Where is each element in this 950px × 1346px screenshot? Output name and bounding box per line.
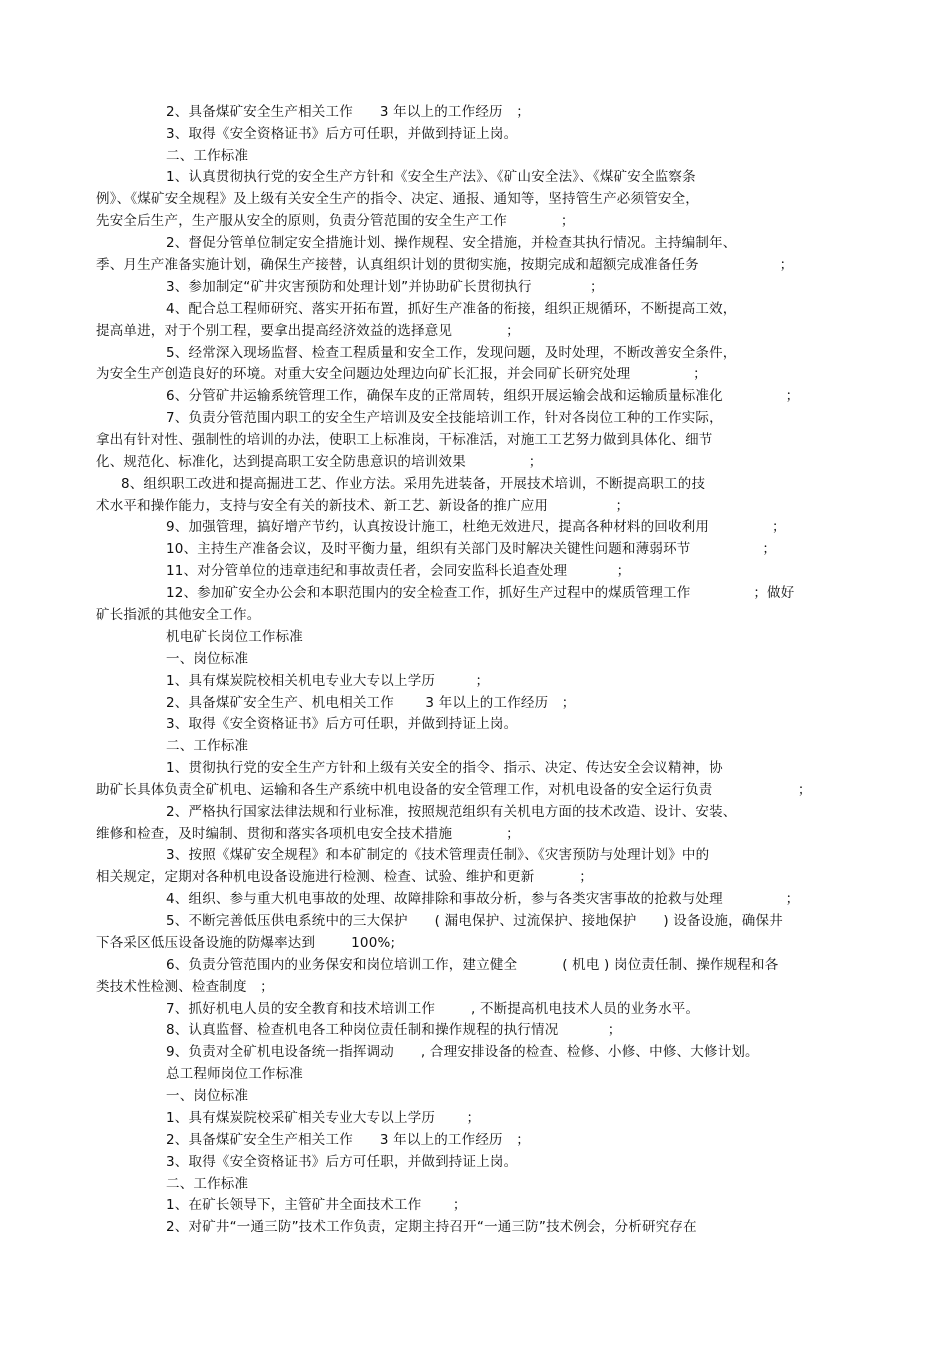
text-line: 矿长指派的其他安全工作。 (96, 607, 261, 623)
text-line: 5、不断完善低压供电系统中的三大保护 ( 漏电保护、过流保护、接地保护 ) 设备设施，确保井 (166, 913, 783, 929)
text-line: 2、对矿井“一通三防”技术工作负责，定期主持召开“一通三防”技术例会，分析研究存在 (166, 1219, 697, 1235)
text-line: 术水平和操作能力，支持与安全有关的新技术、新工艺、新设备的推广应用 ； (96, 498, 630, 514)
text-line: 维修和检查，及时编制、贯彻和落实各项机电安全技术措施 ； (96, 826, 520, 842)
text-line: 助矿长具体负责全矿机电、运输和各生产系统中机电设备的安全管理工作，对机电设备的安全运行负责 ； (96, 782, 812, 798)
text-line: 一、岗位标准 (166, 651, 249, 667)
text-line: 3、参加制定“矿井灾害预防和处理计划”并协助矿长贯彻执行 ； (166, 279, 604, 295)
text-line: 1、在矿长领导下，主管矿井全面技术工作 ； (166, 1197, 467, 1213)
text-line: 8、组织职工改进和提高掘进工艺、作业方法。采用先进装备，开展技术培训，不断提高职工的技 (121, 476, 706, 492)
text-line: 3、取得《安全资格证书》后方可任职，并做到持证上岗。 (166, 1154, 518, 1170)
text-line: 2、严格执行国家法律法规和行业标准，按照规范组织有关机电方面的技术改造、设计、安装、 (166, 804, 737, 820)
text-line: 2、具备煤矿安全生产相关工作 3 年以上的工作经历 ； (166, 1132, 530, 1148)
text-line: 6、负责分管范围内的业务保安和岗位培训工作，建立健全 ( 机电 ) 岗位责任制、操作规程和各 (166, 957, 779, 973)
text-line: 相关规定，定期对各种机电设备设施进行检测、检查、试验、维护和更新 ； (96, 869, 594, 885)
text-line: 二、工作标准 (166, 148, 249, 164)
text-line: 8、认真监督、检查机电各工种岗位责任制和操作规程的执行情况 ； (166, 1022, 622, 1038)
text-line: 2、督促分管单位制定安全措施计划、操作规程、安全措施，并检查其执行情况。主持编制年、 (166, 235, 737, 251)
text-line: 二、工作标准 (166, 1176, 249, 1192)
text-line: 化、规范化、标准化，达到提高职工安全防患意识的培训效果 ； (96, 454, 543, 470)
text-line: 例》、《煤矿安全规程》及上级有关安全生产的指令、决定、通报、通知等，坚持管生产必须管安全， (96, 191, 699, 207)
text-line: 季、月生产准备实施计划，确保生产接替，认真组织计划的贯彻实施，按期完成和超额完成准备任务 ； (96, 257, 794, 273)
text-line: 2、具备煤矿安全生产相关工作 3 年以上的工作经历 ； (166, 104, 530, 120)
text-line: 1、具有煤炭院校相关机电专业大专以上学历 ； (166, 673, 490, 689)
text-line: 7、抓好机电人员的安全教育和技术培训工作 , 不断提高机电技术人员的业务水平。 (166, 1001, 700, 1017)
text-line: 先安全后生产，生产服从安全的原则，负责分管范围的安全生产工作 ； (96, 213, 575, 229)
text-line: 2、具备煤矿安全生产、机电相关工作 3 年以上的工作经历 ； (166, 695, 576, 711)
text-line: 5、经常深入现场监督、检查工程质量和安全工作，发现问题，及时处理，不断改善安全条件， (166, 345, 737, 361)
text-line: 10、主持生产准备会议，及时平衡力量，组织有关部门及时解决关键性问题和薄弱环节 ； (166, 541, 777, 557)
text-line: 1、认真贯彻执行党的安全生产方针和《安全生产法》、《矿山安全法》、《煤矿安全监察条 (166, 169, 696, 185)
text-line: 3、取得《安全资格证书》后方可任职，并做到持证上岗。 (166, 716, 518, 732)
text-line: 提高单进，对于个别工程，要拿出提高经济效益的选择意见 ； (96, 323, 520, 339)
text-line: 3、取得《安全资格证书》后方可任职，并做到持证上岗。 (166, 126, 518, 142)
text-line: 二、工作标准 (166, 738, 249, 754)
text-line: 3、按照《煤矿安全规程》和本矿制定的《技术管理责任制》、《灾害预防与处理计划》中的 (166, 847, 710, 863)
text-line: 9、负责对全矿机电设备统一指挥调动 , 合理安排设备的检查、检修、小修、中修、大修计划。 (166, 1044, 759, 1060)
text-line: 6、分管矿井运输系统管理工作，确保车皮的正常周转，组织开展运输会战和运输质量标准化 ； (166, 388, 800, 404)
text-line: 9、加强管理，搞好增产节约，认真按设计施工，杜绝无效进尺，提高各种材料的回收利用 ； (166, 519, 786, 535)
text-line: 1、具有煤炭院校采矿相关专业大专以上学历 ； (166, 1110, 481, 1126)
text-line: 为安全生产创造良好的环境。对重大安全问题边处理边向矿长汇报，并会同矿长研究处理 ； (96, 366, 707, 382)
text-line: 机电矿长岗位工作标准 (166, 629, 303, 645)
text-line: 总工程师岗位工作标准 (166, 1066, 303, 1082)
text-line: 1、贯彻执行党的安全生产方针和上级有关安全的指令、指示、决定、传达安全会议精神，协 (166, 760, 723, 776)
text-line: 下各采区低压设备设施的防爆率达到 100%; (96, 935, 396, 951)
text-line: 4、组织、参与重大机电事故的处理、故障排除和事故分析，参与各类灾害事故的抢救与处理 ； (166, 891, 800, 907)
text-line: 类技术性检测、检查制度 ； (96, 979, 274, 995)
text-line: 11、对分管单位的违章违纪和事故责任者，会同安监科长追查处理 ； (166, 563, 631, 579)
text-line: 4、配合总工程师研究、落实开拓布置，抓好生产准备的衔接，组织正规循环，不断提高工效， (166, 301, 737, 317)
text-line: 一、岗位标准 (166, 1088, 249, 1104)
text-line: 12、参加矿安全办公会和本职范围内的安全检查工作，抓好生产过程中的煤质管理工作 ；做好 (166, 585, 795, 601)
text-line: 拿出有针对性、强制性的培训的办法，使职工上标准岗，干标准活，对施工工艺努力做到具体化、细节 (96, 432, 713, 448)
text-line: 7、负责分管范围内职工的安全生产培训及安全技能培训工作，针对各岗位工种的工作实际， (166, 410, 723, 426)
